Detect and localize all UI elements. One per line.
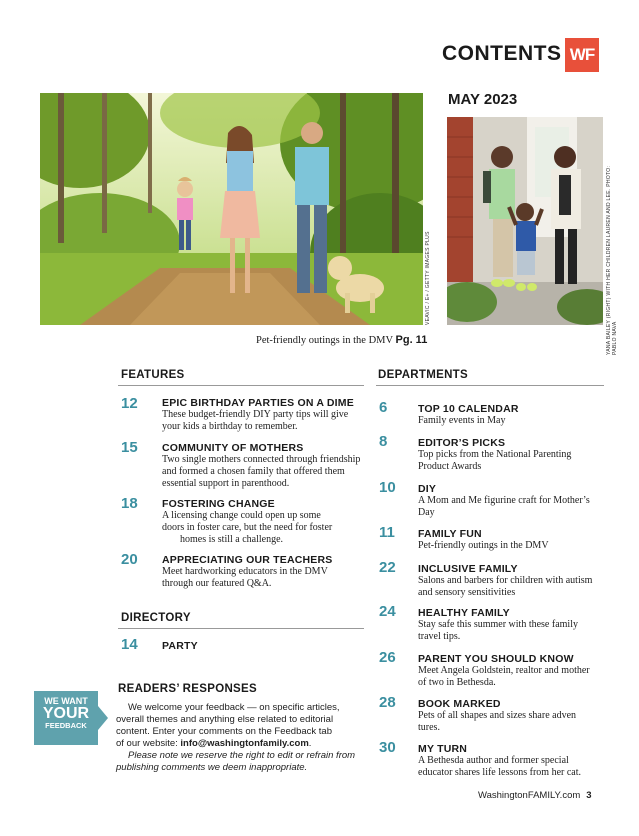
department-description: Meet Angela Goldstein, realtor and mother of two in Bethesda. — [418, 665, 590, 688]
department-title[interactable]: FAMILY FUN — [418, 528, 482, 540]
feature-page-number: 18 — [121, 495, 138, 512]
department-description: Pet-friendly outings in the DMV — [418, 540, 549, 551]
photo-caption — [256, 334, 427, 346]
department-page-number: 28 — [379, 694, 396, 711]
department-description: Top picks from the National Parenting Product Awards — [418, 449, 572, 472]
feature-title[interactable]: COMMUNITY OF MOTHERS — [162, 442, 304, 454]
feature-title[interactable]: APPRECIATING OUR TEACHERS — [162, 554, 333, 566]
department-page-number: 6 — [379, 399, 388, 416]
page-title: CONTENTS — [442, 42, 562, 65]
feature-page-number: 12 — [121, 395, 138, 412]
features-heading: FEATURES — [121, 369, 185, 381]
photo-credit-main: VEAVIC / E+ / GETTY IMAGES PLUS — [425, 231, 431, 325]
page-footer — [478, 790, 592, 801]
directory-page-number: 14 — [121, 636, 138, 653]
department-title[interactable]: MY TURN — [418, 743, 468, 755]
department-page-number: 8 — [379, 433, 388, 450]
caption-page: Pg. 11 — [395, 334, 428, 346]
departments-heading: DEPARTMENTS — [378, 369, 468, 381]
issue-date: MAY 2023 — [448, 91, 518, 108]
department-title[interactable]: PARENT YOU SHOULD KNOW — [418, 653, 574, 665]
readers-text: We welcome your feedback — on specific articles, overall themes and anything else related to editorial content. Enter your comments on the Feedback tab of our website: info@washingtonfamily.com. — [116, 702, 340, 749]
photo-credit-side: YANA BAILEY (RIGHT) WITH HER CHILDREN LAUREN AND LEE. PHOTO: PABLO NAVA — [606, 165, 618, 355]
family-walk-photo — [40, 93, 423, 325]
department-description: Salons and barbers for children with autism and sensory sensitivities — [418, 575, 593, 598]
department-page-number: 26 — [379, 649, 396, 666]
footer-site[interactable]: WashingtonFAMILY.com — [478, 790, 581, 801]
department-page-number: 30 — [379, 739, 396, 756]
family-portrait-photo — [447, 117, 603, 325]
feature-description: Two single mothers connected through friendship and formed a chosen family that offered them essential support in parenthood. — [162, 454, 361, 489]
readers-heading: READERS’ RESPONSES — [118, 683, 257, 695]
feature-page-number: 20 — [121, 551, 138, 568]
department-title[interactable]: DIY — [418, 483, 437, 495]
department-title[interactable]: EDITOR’S PICKS — [418, 437, 506, 449]
feature-description: Meet hardworking educators in the DMV through our featured Q&A. — [162, 566, 328, 589]
departments-divider — [376, 385, 604, 386]
directory-heading: DIRECTORY — [121, 612, 191, 624]
directory-divider — [118, 628, 364, 629]
department-title[interactable]: HEALTHY FAMILY — [418, 607, 510, 619]
department-page-number: 11 — [379, 524, 395, 541]
department-page-number: 24 — [379, 603, 396, 620]
department-title[interactable]: TOP 10 CALENDAR — [418, 403, 519, 415]
page-number: 3 — [586, 790, 592, 801]
caption-text: Pet-friendly outings in the DMV — [256, 335, 393, 346]
feedback-email-link[interactable]: info@washingtonfamily.com — [180, 738, 309, 749]
brand-logo: WF — [565, 38, 599, 72]
feature-page-number: 15 — [121, 439, 138, 456]
feedback-badge[interactable]: WE WANT YOUR FEEDBACK — [34, 691, 98, 745]
department-description: Pets of all shapes and sizes share adven tures. — [418, 710, 577, 733]
feature-description: These budget-friendly DIY party tips will give your kids a birthday to remember. — [162, 409, 349, 432]
badge-arrow-icon — [98, 706, 108, 730]
readers-note: Please note we reserve the right to edit or refrain from publishing comments we deem inappropriate. — [116, 750, 356, 773]
department-page-number: 10 — [379, 479, 396, 496]
department-title[interactable]: INCLUSIVE FAMILY — [418, 563, 518, 575]
department-description: A Bethesda author and former special educator shares life lessons from her cat. — [418, 755, 581, 778]
features-divider — [118, 385, 364, 386]
department-page-number: 22 — [379, 559, 396, 576]
feature-title[interactable]: EPIC BIRTHDAY PARTIES ON A DIME — [162, 397, 354, 409]
department-description: A Mom and Me figurine craft for Mother’s Day — [418, 495, 590, 518]
department-description: Family events in May — [418, 415, 506, 426]
feature-title[interactable]: FOSTERING CHANGE — [162, 498, 275, 510]
department-description: Stay safe this summer with these family travel tips. — [418, 619, 578, 642]
feature-description: A licensing change could open up some doors in foster care, but the need for foster homes is still a challenge. — [162, 510, 333, 545]
directory-title[interactable]: PARTY — [162, 640, 198, 652]
department-title[interactable]: BOOK MARKED — [418, 698, 501, 710]
